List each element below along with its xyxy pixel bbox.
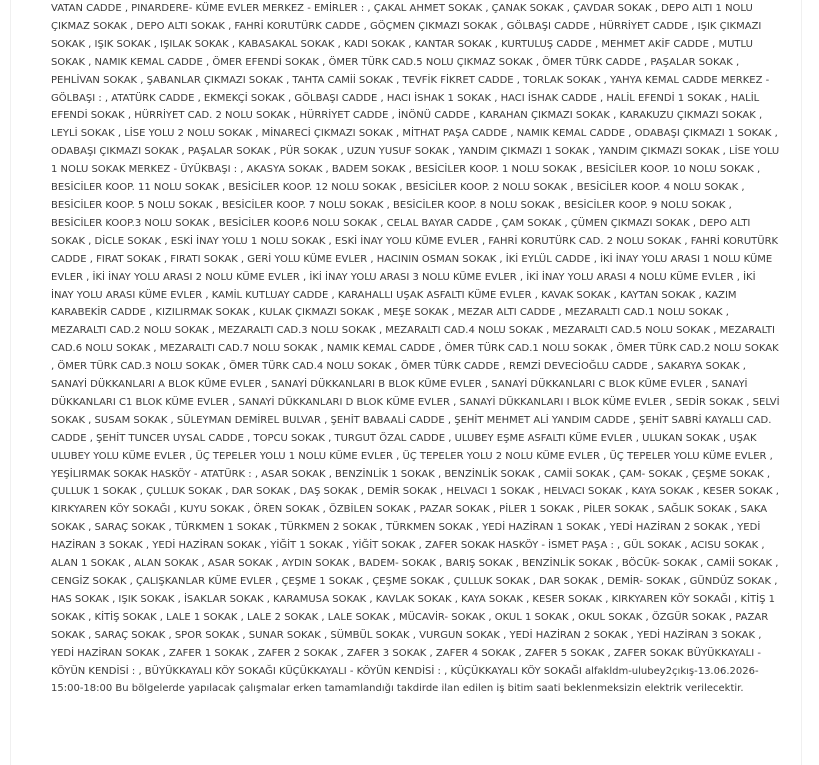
content-panel: [10, 0, 802, 765]
outage-notice-text: VATAN CADDE , PINARDERE- KÜME EVLER MERKEZ - EMİRLER : , ÇAKAL AHMET SOKAK , ÇANAK SOKAK , ÇAVDAR SOKAK , DEPO ALTI 1 NOLU ÇIKMAZ SOKAK , DEPO ALTI SOKAK , FAHRİ KORUTÜRK CADDE , GÖÇMEN ÇIKMAZI SOKAK , GÖLBAŞI CADDE , HÜRRİYET CADDE , IŞIK ÇIKMAZI SOKAK , IŞIK SOKAK , IŞILAK SOKAK , KABASAKAL SOKAK , KADI SOKAK , KANTAR SOKAK , KURTULUŞ CADDE , MEHMET AKİF CADDE , MUTLU SOKAK , NAMIK KEMAL CADDE , ÖMER EFENDİ SOKAK , ÖMER TÜRK CAD.5 NOLU ÇIKMAZ SOKAK , ÖMER TÜRK CADDE , PAŞALAR SOKAK , PEHLİVAN SOKAK , ŞABANLAR ÇIKMAZI SOKAK , TAHTA CAMİİ SOKAK , TEVFİK FİKRET CADDE , TORLAK SOKAK , YAHYA KEMAL CADDE MERKEZ - GÖLBAŞI : , ATATÜRK CADDE , EKMEKÇİ SOKAK , GÖLBAŞI CADDE , HACI İSHAK 1 SOKAK , HACI İSHAK CADDE , HALİL EFENDİ 1 SOKAK , HALİL EFENDİ SOKAK , HÜRRİYET CAD. 2 NOLU SOKAK , HÜRRİYET CADDE , İNÖNÜ CADDE , KARAHAN ÇIKMAZI SOKAK , KARAKUZU ÇIKMAZI SOKAK , LEYLİ SOKAK , LİSE YOLU 2 NOLU SOKAK , MİNARECİ ÇIKMAZI SOKAK , MİTHAT PAŞA CADDE , NAMIK KEMAL CADDE , ODABAŞI ÇIKMAZI 1 SOKAK , ODABAŞI ÇIKMAZI SOKAK , PAŞALAR SOKAK , PÜR SOKAK , UZUN YUSUF SOKAK , YANDIM ÇIKMAZI 1 SOKAK , YANDIM ÇIKMAZI SOKAK , LİSE YOLU 1 NOLU SOKAK MERKEZ - ÜYÜKBAŞI : , AKASYA SOKAK , BADEM SOKAK , BESİCİLER KOOP. 1 NOLU SOKAK , BESİCİLER KOOP. 10 NOLU SOKAK , BESİCİLER KOOP. 11 NOLU SOKAK , BESİCİLER KOOP. 12 NOLU SOKAK , BESİCİLER KOOP. 2 NOLU SOKAK , BESİCİLER KOOP. 4 NOLU SOKAK , BESİCİLER KOOP. 5 NOLU SOKAK , BESİCİLER KOOP. 7 NOLU SOKAK , BESİCİLER KOOP. 8 NOLU SOKAK , BESİCİLER KOOP. 9 NOLU SOKAK , BESİCİLER KOOP.3 NOLU SOKAK , BESİCİLER KOOP.6 NOLU SOKAK , CELAL BAYAR CADDE , ÇAM SOKAK , ÇÜMEN ÇIKMAZI SOKAK , DEPO ALTI SOKAK , DİCLE SOKAK , ESKİ İNAY YOLU 1 NOLU SOKAK , ESKİ İNAY YOLU KÜME EVLER , FAHRİ KORUTÜRK CAD. 2 NOLU SOKAK , FAHRİ KORUTÜRK CADDE , FIRAT SOKAK , FIRATI SOKAK , GERİ YOLU KÜME EVLER , HACININ OSMAN SOKAK , İKİ EYLÜL CADDE , İKİ İNAY YOLU ARASI 1 NOLU KÜME EVLER , İKİ İNAY YOLU ARASI 2 NOLU KÜME EVLER , İKİ İNAY YOLU ARASI 3 NOLU KÜME EVLER , İKİ İNAY YOLU ARASI 4 NOLU KÜME EVLER , İKİ İNAY YOLU ARASI KÜME EVLER , KAMİL KUTLUAY CADDE , KARAHALLI UŞAK ASFALTI KÜME EVLER , KAVAK SOKAK , KAYTAN SOKAK , KAZIM KARABEKİR CADDE , KIZILIRMAK SOKAK , KULAK ÇIKMAZI SOKAK , MEŞE SOKAK , MEZAR ALTI CADDE , MEZARALTI CAD.1 NOLU SOKAK , MEZARALTI CAD.2 NOLU SOKAK , MEZARALTI CAD.3 NOLU SOKAK , MEZARALTI CAD.4 NOLU SOKAK , MEZARALTI CAD.5 NOLU SOKAK , MEZARALTI CAD.6 NOLU SOKAK , MEZARALTI CAD.7 NOLU SOKAK , NAMIK KEMAL CADDE , ÖMER TÜRK CAD.1 NOLU SOKAK , ÖMER TÜRK CAD.2 NOLU SOKAK , ÖMER TÜRK CAD.3 NOLU SOKAK , ÖMER TÜRK CAD.4 NOLU SOKAK , ÖMER TÜRK CADDE , REMZİ DEVECİOĞLU CADDE , SAKARYA SOKAK , SANAYİ DÜKKANLARI A BLOK KÜME EVLER , SANAYİ DÜKKANLARI B BLOK KÜME EVLER , SANAYİ DÜKKANLARI C BLOK KÜME EVLER , SANAYİ DÜKKANLARI C1 BLOK KÜME EVLER , SANAYİ DÜKKANLARI D BLOK KÜME EVLER , SANAYİ DÜKKANLARI I BLOK KÜME EVLER , SEDİR SOKAK , SELVİ SOKAK , SUSAM SOKAK , SÜLEYMAN DEMİREL BULVAR , ŞEHİT BABAALİ CADDE , ŞEHİT MEHMET ALİ YANDIM CADDE , ŞEHİT SABRİ KAYALLI CAD. CADDE , ŞEHİT TUNCER UYSAL CADDE , TOPCU SOKAK , TURGUT ÖZAL CADDE , ULUBEY EŞME ASFALTI KÜME EVLER , ULUKAN SOKAK , UŞAK ULUBEY YOLU KÜME EVLER , ÜÇ TEPELER YOLU 1 NOLU KÜME EVLER , ÜÇ TEPELER YOLU 2 NOLU KÜME EVLER , ÜÇ TEPELER YOLU KÜME EVLER , YEŞİLIRMAK SOKAK HASKÖY - ATATÜRK : , ASAR SOKAK , BENZİNLİK 1 SOKAK , BENZİNLİK SOKAK , CAMİİ SOKAK , ÇAM- SOKAK , ÇEŞME SOKAK , ÇULLUK 1 SOKAK , ÇULLUK SOKAK , DAR SOKAK , DAŞ SOKAK , DEMİR SOKAK , HELVACI 1 SOKAK , HELVACI SOKAK , KAYA SOKAK , KESER SOKAK , KIRKYAREN KÖY SOKAĞI , KUYU SOKAK , ÖREN SOKAK , ÖZBİLEN SOKAK , PAZAR SOKAK , PİLER 1 SOKAK , PİLER SOKAK , SAĞLIK SOKAK , SAKA SOKAK , SARAÇ SOKAK , TÜRKMEN 1 SOKAK , TÜRKMEN 2 SOKAK , TÜRKMEN SOKAK , YEDİ HAZİRAN 1 SOKAK , YEDİ HAZİRAN 2 SOKAK , YEDİ HAZİRAN 3 SOKAK , YEDİ HAZİRAN SOKAK , YİĞİT 1 SOKAK , YİĞİT SOKAK , ZAFER SOKAK HASKÖY - İSMET PAŞA : , GÜL SOKAK , ACISU SOKAK , ALAN 1 SOKAK , ALAN SOKAK , ASAR SOKAK , AYDIN SOKAK , BADEM- SOKAK , BARIŞ SOKAK , BENZİNLİK SOKAK , BÖCÜK- SOKAK , CAMİİ SOKAK , CENGİZ SOKAK , ÇALIŞKANLAR KÜME EVLER , ÇEŞME 1 SOKAK , ÇEŞME SOKAK , ÇULLUK SOKAK , DAR SOKAK , DEMİR- SOKAK , GÜNDÜZ SOKAK , HAS SOKAK , IŞIK SOKAK , İSAKLAR SOKAK , KARAMUSA SOKAK , KAVLAK SOKAK , KAYA SOKAK , KESER SOKAK , KIRKYAREN KÖY SOKAĞI , KİTİŞ 1 SOKAK , KİTİŞ SOKAK , LALE 1 SOKAK , LALE 2 SOKAK , LALE SOKAK , MÜCAVİR- SOKAK , OKUL 1 SOKAK , OKUL SOKAK , ÖZGÜR SOKAK , PAZAR SOKAK , SARAÇ SOKAK , SPOR SOKAK , SUNAR SOKAK , SÜMBÜL SOKAK , VURGUN SOKAK , YEDİ HAZİRAN 2 SOKAK , YEDİ HAZİRAN 3 SOKAK , YEDİ HAZİRAN SOKAK , ZAFER 1 SOKAK , ZAFER 2 SOKAK , ZAFER 3 SOKAK , ZAFER 4 SOKAK , ZAFER 5 SOKAK , ZAFER SOKAK BÜYÜKKAYALI - KÖYÜN KENDİSİ : , BÜYÜKKAYALI KÖY SOKAĞI KÜÇÜKKAYALI - KÖYÜN KENDİSİ : , KÜÇÜKKAYALI KÖY SOKAĞI alfakldm-ulubey2çıkış-13.06.2026-15:00-18:00 Bu bölgelerde yapılacak çalışmalar erken tamamlandığı takdirde ilan edilen iş bitim saati beklenmeksizin elektrik verilecektir.: [51, 3, 780, 695]
